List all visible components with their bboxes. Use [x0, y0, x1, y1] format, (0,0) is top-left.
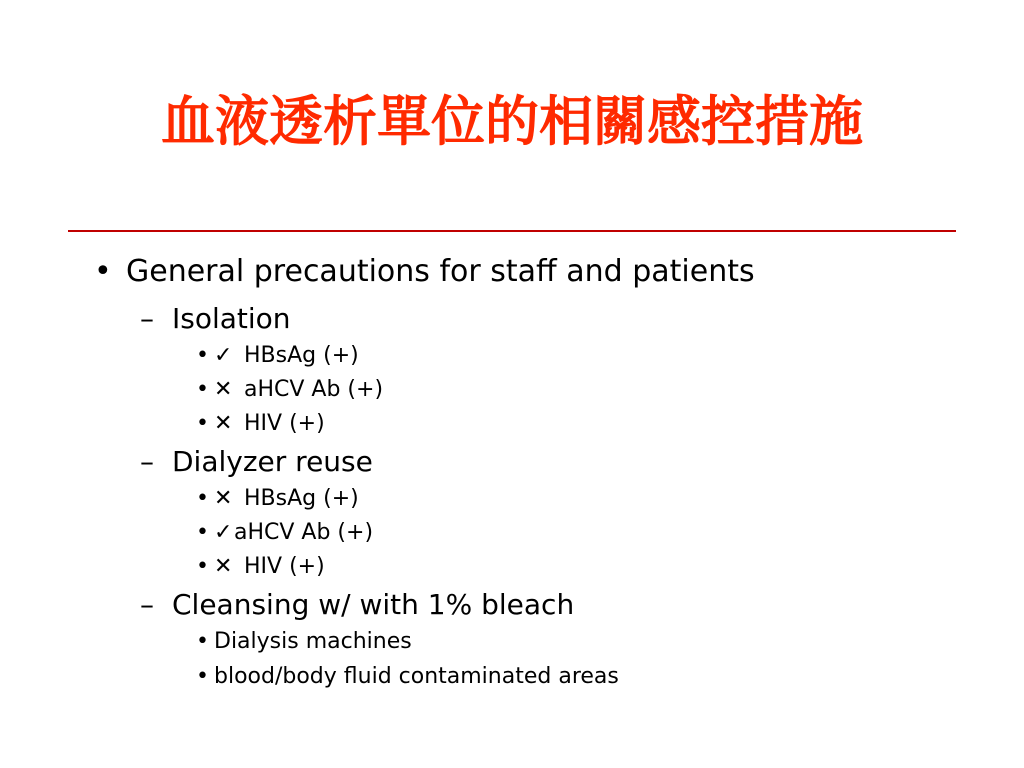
bullet-dot-icon: •: [196, 377, 209, 402]
section-heading-isolation: – Isolation: [140, 302, 291, 335]
main-bullet: [94, 254, 755, 289]
check-icon: ✓: [214, 343, 233, 368]
cross-icon: ✕: [214, 377, 233, 402]
section-heading-cleansing: – Cleansing w/ with 1% bleach: [140, 588, 575, 621]
list-item: • ✕ HBsAg (+): [196, 486, 359, 511]
bullet-dot-icon: •: [94, 254, 112, 289]
cross-icon: ✕: [214, 411, 233, 436]
list-item: • ✓ HBsAg (+): [196, 343, 359, 368]
list-item: • blood/body fluid contaminated areas: [196, 664, 619, 689]
slide-title: 血液透析單位的相關感控措施: [161, 90, 863, 153]
list-item: • ✕ HIV (+): [196, 411, 325, 436]
section-heading-dialyzer-reuse: – Dialyzer reuse: [140, 445, 373, 478]
dash-icon: –: [140, 588, 154, 621]
bullet-dot-icon: •: [196, 629, 209, 654]
bullet-dot-icon: •: [196, 411, 209, 436]
bullet-dot-icon: •: [196, 343, 209, 368]
bullet-dot-icon: •: [196, 486, 209, 511]
cross-icon: ✕: [214, 486, 233, 511]
check-icon: ✓: [214, 520, 233, 545]
list-item: • ✓aHCV Ab (+): [196, 520, 374, 545]
dash-icon: –: [140, 302, 154, 335]
bullet-dot-icon: •: [196, 664, 209, 689]
cross-icon: ✕: [214, 554, 233, 579]
bullet-dot-icon: •: [196, 554, 209, 579]
list-item: • ✕ aHCV Ab (+): [196, 377, 384, 402]
main-bullet-text: General precautions for staff and patients: [126, 254, 755, 289]
list-item: • Dialysis machines: [196, 629, 412, 654]
dash-icon: –: [140, 445, 154, 478]
list-item: • ✕ HIV (+): [196, 554, 325, 579]
bullet-dot-icon: •: [196, 520, 209, 545]
